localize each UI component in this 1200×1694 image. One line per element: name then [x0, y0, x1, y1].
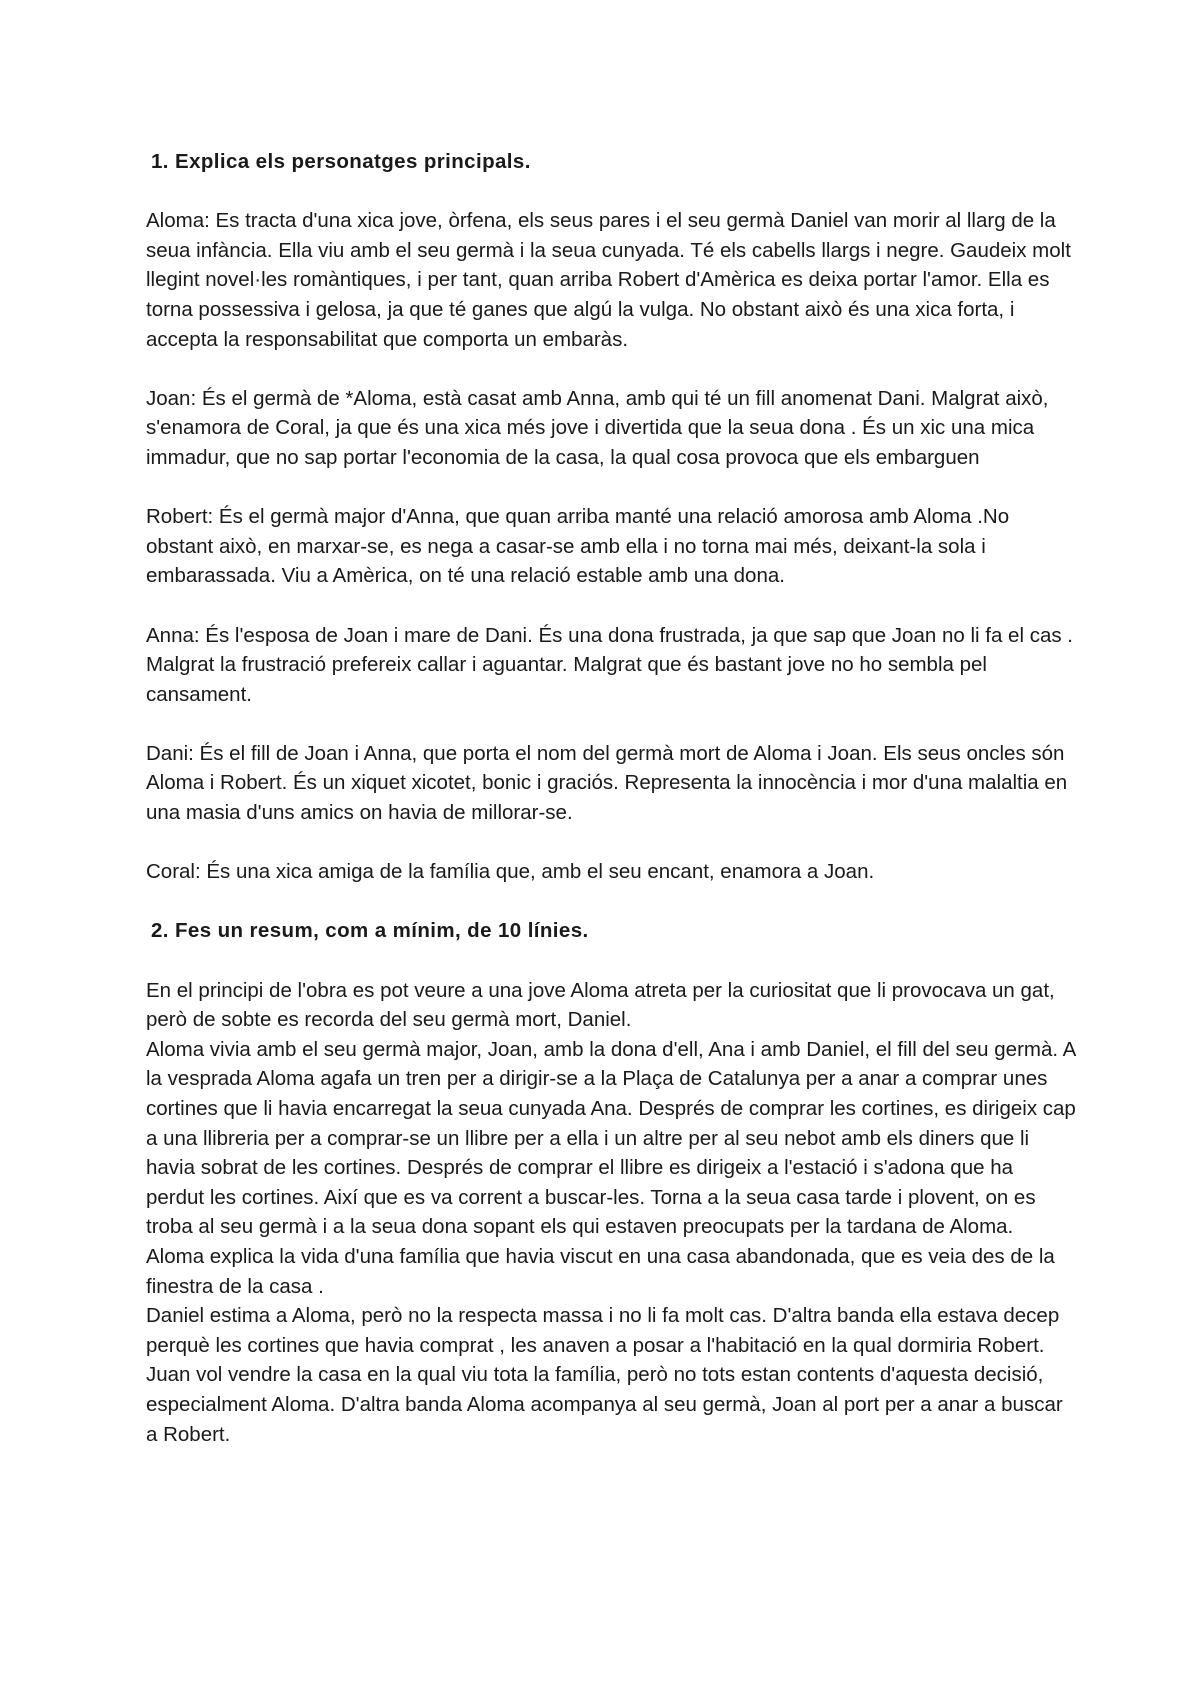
section-1-heading: 1. Explica els personatges principals.: [151, 150, 531, 173]
summary-block: [146, 976, 1076, 1450]
section-2-heading: 2. Fes un resum, com a mínim, de 10 línies.: [151, 919, 589, 943]
character-joan-paragraph: Joan: És el germà de *Aloma, està casat amb Anna, amb qui té un fill anomenat Dani. Malgrat això, s'enamora de Coral, ja que és una xica més jove i divertida que la seua dona . És un xic una mica immadur, que no sap portar l'economia de la casa, la qual cosa provoca que els embarguen: [146, 386, 1049, 469]
summary-paragraph: Juan vol vendre la casa en la qual viu tota la família, però no tots estan contents d'aquesta decisió, especialment Aloma. D'altra banda Aloma acompanya al seu germà, Joan al port per a anar a buscar a Robert.: [146, 1363, 1063, 1446]
summary-paragraph: Aloma explica la vida d'una família que havia viscut en una casa abandonada, que es veia des de la finestra de la casa .: [146, 1244, 1055, 1298]
summary-paragraph: Aloma vivia amb el seu germà major, Joan, amb la dona d'ell, Ana i amb Daniel, el fill del seu germà. A la vesprada Aloma agafa un tren per a dirigir-se a la Plaça de Catalunya per a anar a comprar unes cortines que li havia encarregat la seua cunyada Ana. Després de comprar les cortines, es dirigeix cap a una llibreria per a comprar-se un llibre per a ella i un altre per al seu nebot amb els diners que li havia sobrat de les cortines. Després de comprar el llibre es dirigeix a l'estació i s'adona que ha perdut les cortines. Així que es va corrent a buscar-les. Torna a la seua casa tarde i plovent, on es troba al seu germà i a la seua dona sopant els qui estaven preocupats per la tardana de Aloma.: [146, 1037, 1076, 1239]
character-robert-paragraph: Robert: És el germà major d'Anna, que quan arriba manté una relació amorosa amb Aloma .No obstant això, en marxar-se, es nega a casar-se amb ella i no torna mai més, deixant-la sola i embarassada. Viu a Amèrica, on té una relació estable amb una dona.: [146, 505, 1010, 588]
character-aloma-paragraph: Aloma: Es tracta d'una xica jove, òrfena, els seus pares i el seu germà Daniel van morir al llarg de la seua infància. Ella viu amb el seu germà i la seua cunyada. Té els cabells llargs i negre. Gaudeix molt llegint novel·les romàntiques, i per tant, quan arriba Robert d'Amèrica es deixa portar l'amor. Ella es torna possessiva i gelosa, ja que té ganes que algú la vulga. No obstant això és una xica forta, i accepta la responsabilitat que comporta un embaràs.: [146, 209, 1071, 351]
summary-paragraph: En el principi de l'obra es pot veure a una jove Aloma atreta per la curiositat que li provocava un gat, però de sobte es recorda del seu germà mort, Daniel.: [146, 978, 1055, 1032]
document-page: [146, 147, 1076, 1449]
character-anna-paragraph: Anna: És l'esposa de Joan i mare de Dani. És una dona frustrada, ja que sap que Joan no li fa el cas . Malgrat la frustració prefereix callar i aguantar. Malgrat que és bastant jove no ho sembla pel cansament.: [146, 623, 1073, 706]
character-dani-paragraph: Dani: És el fill de Joan i Anna, que porta el nom del germà mort de Aloma i Joan. Els seus oncles són Aloma i Robert. És un xiquet xicotet, bonic i graciós. Representa la innocència i mor d'una malaltia en una masia d'uns amics on havia de millorar-se.: [146, 741, 1068, 825]
summary-paragraph: Daniel estima a Aloma, però no la respecta massa i no li fa molt cas. D'altra banda ella estava decep perquè les cortines que havia comprat , les anaven a posar a l'habitació en la qual dormiria Robert.: [146, 1304, 1060, 1357]
character-coral-paragraph: Coral: És una xica amiga de la família que, amb el seu encant, enamora a Joan.: [146, 860, 875, 884]
